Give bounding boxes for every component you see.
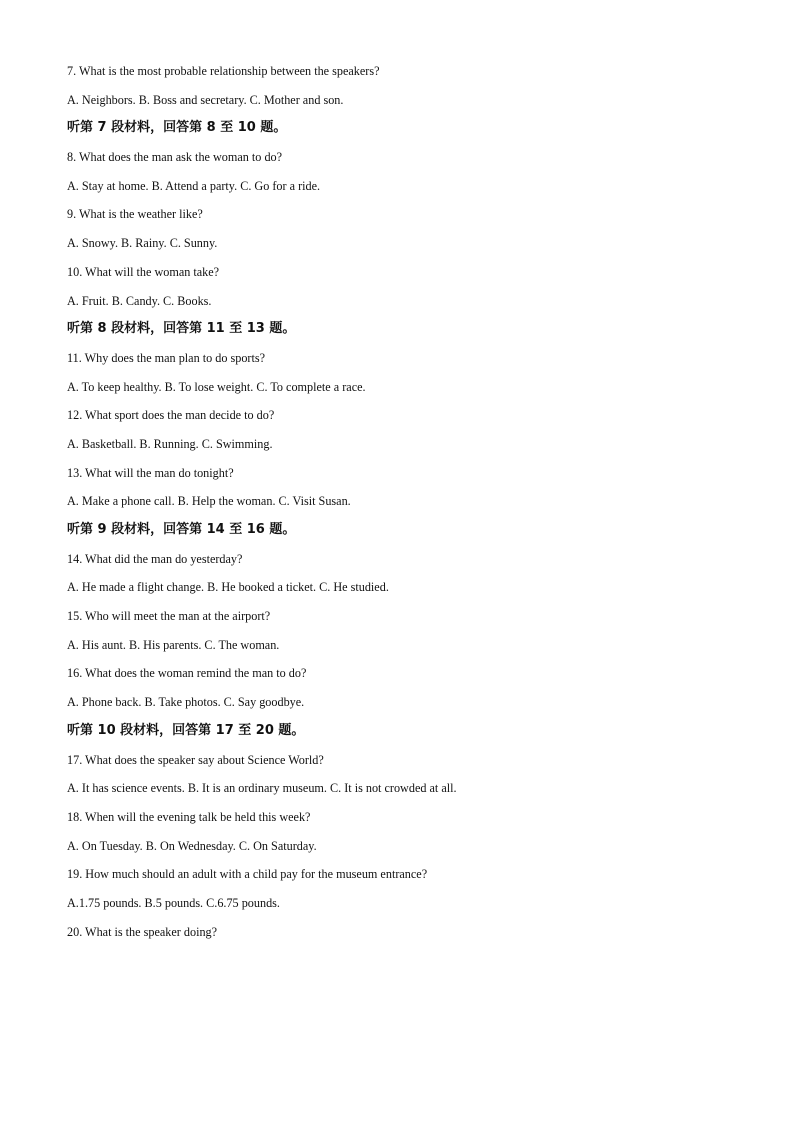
options-10: A. Fruit. B. Candy. C. Books.	[67, 293, 212, 308]
question-19: 19. How much should an adult with a child pay for the museum entrance?	[67, 867, 428, 882]
question-13: 13. What will the man do tonight?	[67, 465, 234, 480]
question-12: 12. What sport does the man decide to do?	[67, 408, 275, 423]
options-15: A. His aunt. B. His parents. C. The woman.	[67, 637, 280, 652]
question-20: 20. What is the speaker doing?	[67, 924, 218, 939]
options-17: A. It has science events. B. It is an ordinary museum. C. It is not crowded at all.	[67, 781, 457, 796]
options-9: A. Snowy. B. Rainy. C. Sunny.	[67, 236, 218, 251]
options-8: A. Stay at home. B. Attend a party. C. Go for a ride.	[67, 178, 321, 193]
question-17: 17. What does the speaker say about Science World?	[67, 752, 324, 767]
options-12: A. Basketball. B. Running. C. Swimming.	[67, 436, 273, 451]
section-heading-7: 听第 7 段材料，回答第 8 至 10 题。	[67, 120, 287, 136]
options-14: A. He made a flight change. B. He booked a ticket. C. He studied.	[67, 580, 389, 595]
document-page	[67, 61, 767, 950]
section-heading-9: 听第 9 段材料，回答第 14 至 16 题。	[67, 522, 296, 537]
section-heading-8: 听第 8 段材料，回答第 11 至 13 题。	[67, 321, 296, 337]
question-8: 8. What does the man ask the woman to do?	[67, 150, 283, 165]
question-9: 9. What is the weather like?	[67, 207, 203, 222]
section-heading-10: 听第 10 段材料，回答第 17 至 20 题。	[67, 722, 305, 738]
options-13: A. Make a phone call. B. Help the woman. C. Visit Susan.	[67, 494, 351, 509]
options-19: A.1.75 pounds. B.5 pounds. C.6.75 pounds.	[67, 895, 280, 910]
options-18: A. On Tuesday. B. On Wednesday. C. On Saturday.	[67, 838, 317, 853]
question-10: 10. What will the woman take?	[67, 264, 220, 279]
question-16: 16. What does the woman remind the man to do?	[67, 666, 307, 681]
options-7: A. Neighbors. B. Boss and secretary. C. Mother and son.	[67, 92, 344, 107]
question-11: 11. Why does the man plan to do sports?	[67, 350, 266, 365]
question-18: 18. When will the evening talk be held this week?	[67, 809, 311, 824]
question-7: 7. What is the most probable relationship between the speakers?	[67, 64, 380, 78]
options-11: A. To keep healthy. B. To lose weight. C. To complete a race.	[67, 379, 366, 394]
question-14: 14. What did the man do yesterday?	[67, 551, 243, 566]
options-16: A. Phone back. B. Take photos. C. Say goodbye.	[67, 695, 305, 710]
question-15: 15. Who will meet the man at the airport?	[67, 609, 271, 624]
